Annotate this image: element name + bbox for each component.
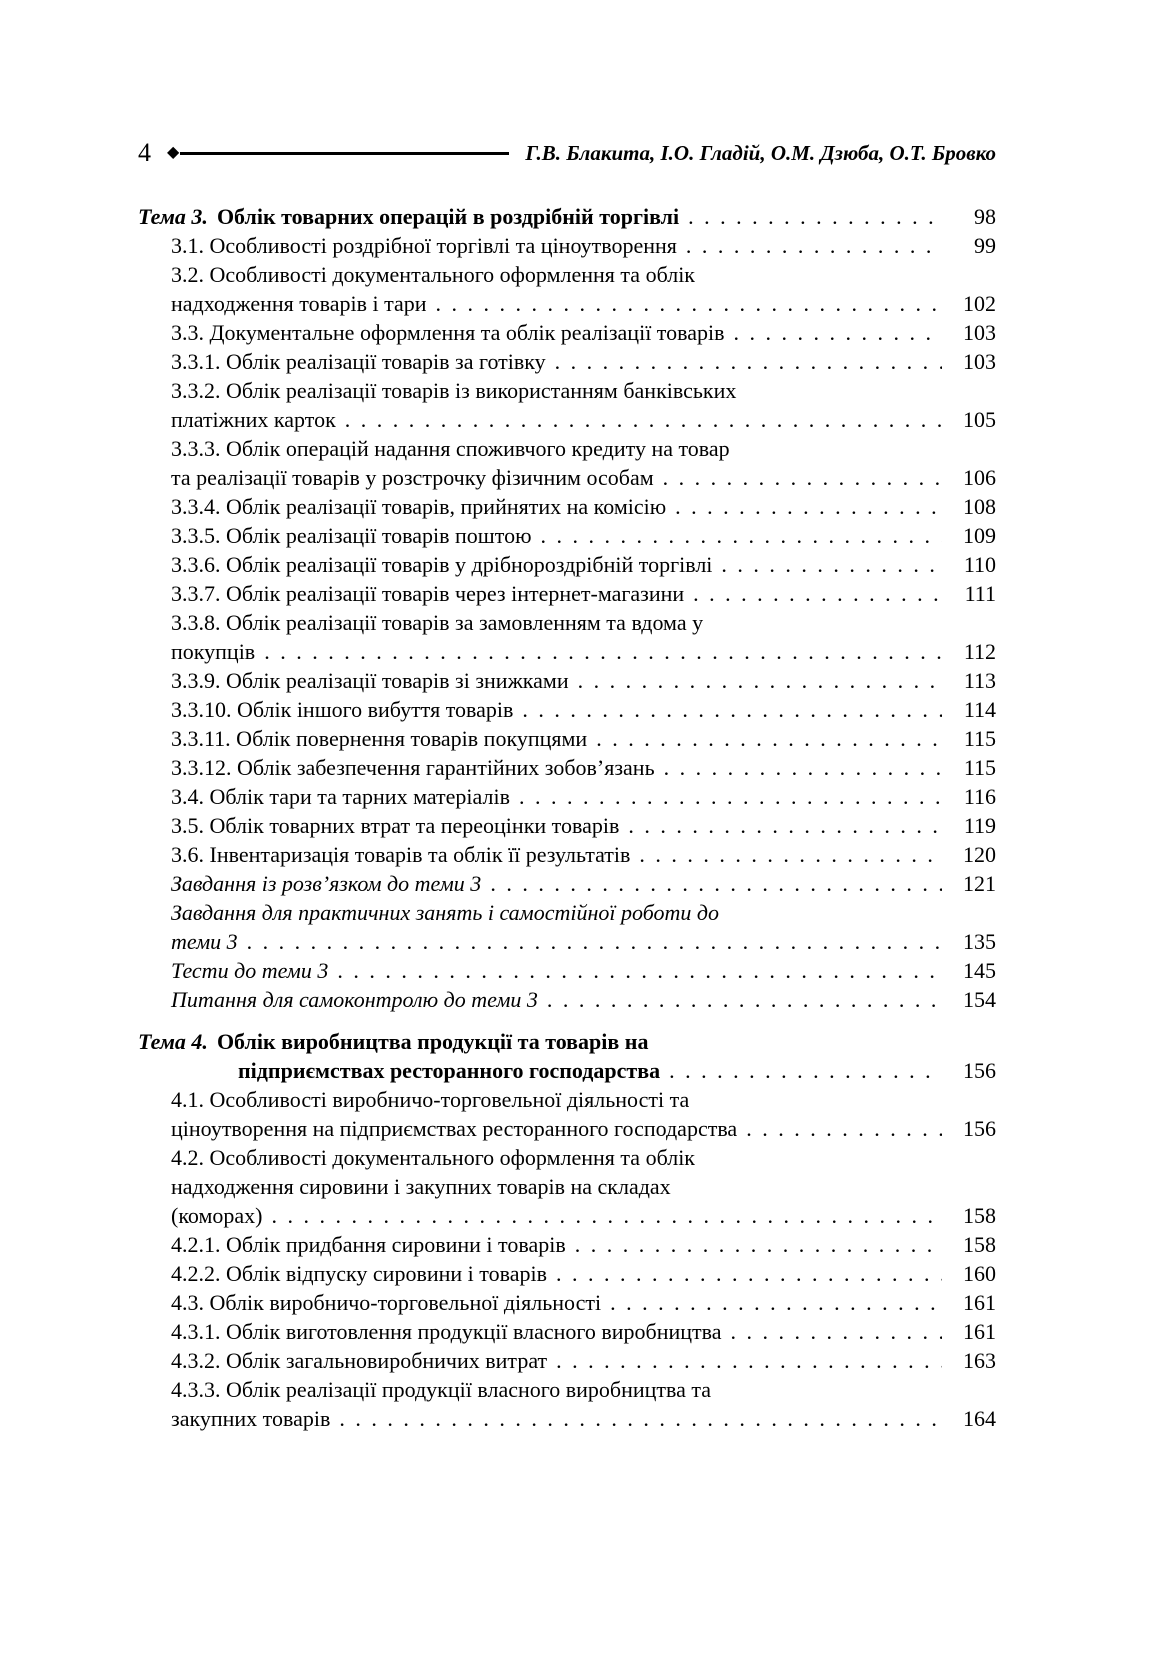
toc-row	[171, 1288, 996, 1317]
toc-entry-text: 3.3.7. Облік реалізації товарів через інтернет-магазини	[171, 581, 685, 606]
toc-entry-text: 3.3.8. Облік реалізації товарів за замовленням та вдома у	[171, 610, 704, 635]
toc-page-number: 115	[963, 755, 996, 780]
dot-leader	[547, 985, 942, 1014]
page-number: 4	[138, 138, 151, 167]
toc-entry-text: 3.6. Інвентаризація товарів та облік її результатів	[171, 842, 631, 867]
toc-page-number: 103	[963, 320, 996, 345]
toc-entry	[138, 840, 996, 869]
dot-leader	[693, 579, 942, 608]
toc-entry	[138, 347, 996, 376]
dot-leader	[519, 782, 942, 811]
toc-page-number: 102	[963, 291, 996, 316]
dot-leader	[247, 927, 942, 956]
toc-row	[171, 1201, 996, 1230]
toc-row	[171, 782, 996, 811]
toc-row	[171, 492, 996, 521]
dot-leader	[541, 521, 942, 550]
toc-entry	[138, 956, 996, 985]
toc-page-number: 116	[963, 784, 996, 809]
dot-leader	[556, 1346, 942, 1375]
toc-row	[171, 434, 996, 463]
toc-row	[171, 869, 996, 898]
toc-page-number: 109	[963, 523, 996, 548]
toc-row	[171, 260, 996, 289]
toc-entry	[138, 1143, 996, 1230]
toc-entry-text: надходження сировини і закупних товарів на складах	[171, 1174, 671, 1199]
toc-row	[138, 1027, 996, 1056]
toc-entry-text: 4.3.3. Облік реалізації продукції власного виробництва та	[171, 1377, 712, 1402]
toc-entry	[138, 231, 996, 260]
header-rule	[180, 152, 509, 155]
dot-leader	[596, 724, 942, 753]
toc-entry	[138, 434, 996, 492]
toc-row	[171, 608, 996, 637]
dot-leader	[575, 1230, 942, 1259]
toc-entry-text: 4.3.2. Облік загальновиробничих витрат	[171, 1348, 548, 1373]
toc-entry-text: покупців	[171, 639, 256, 664]
toc-row	[171, 637, 996, 666]
dot-leader	[734, 318, 943, 347]
toc-entry-text: Облік товарних операцій в роздрібній торгівлі	[216, 204, 680, 229]
toc-entry-text: Облік виробництва продукції та товарів на	[216, 1029, 649, 1054]
toc-entry	[138, 1346, 996, 1375]
toc-entry-text: 3.3. Документальне оформлення та облік реалізації товарів	[171, 320, 725, 345]
toc-entry	[138, 985, 996, 1014]
toc-row	[138, 202, 996, 231]
toc-entry-text: Тести до теми 3	[171, 958, 329, 983]
page-header	[138, 140, 996, 166]
toc-row	[171, 1172, 996, 1201]
toc-row	[171, 927, 996, 956]
dot-leader	[746, 1114, 942, 1143]
toc-entry-text: 3.4. Облік тари та тарних матеріалів	[171, 784, 510, 809]
toc-entry	[138, 492, 996, 521]
toc-entry-text: 4.2.2. Облік відпуску сировини і товарів	[171, 1261, 547, 1286]
toc-page-number: 98	[974, 204, 996, 229]
toc-entry-text: ціноутворення на підприємствах ресторанного господарства	[171, 1116, 738, 1141]
toc-page-number: 161	[963, 1319, 996, 1344]
toc-entry-text: 3.3.2. Облік реалізації товарів із використанням банківських	[171, 378, 737, 403]
toc-row	[171, 1259, 996, 1288]
toc-page-number: 106	[963, 465, 996, 490]
toc-row	[171, 1230, 996, 1259]
toc-row	[171, 695, 996, 724]
toc-row	[171, 289, 996, 318]
dot-leader	[490, 869, 942, 898]
toc-page-number: 113	[963, 668, 996, 693]
toc-row	[171, 1375, 996, 1404]
toc-entry-text: закупних товарів	[171, 1406, 331, 1431]
toc-row	[171, 1114, 996, 1143]
toc-row	[171, 840, 996, 869]
dot-leader	[675, 492, 942, 521]
toc-theme-entry	[138, 1027, 996, 1085]
toc-entry	[138, 724, 996, 753]
dot-leader	[686, 231, 942, 260]
toc-row	[171, 376, 996, 405]
dot-leader	[628, 811, 942, 840]
toc-entry	[138, 608, 996, 666]
toc-entry-text: 3.3.1. Облік реалізації товарів за готівку	[171, 349, 546, 374]
toc-row	[171, 956, 996, 985]
toc-entry-text: та реалізації товарів у розстрочку фізичним особам	[171, 465, 654, 490]
toc-page-number: 119	[963, 813, 996, 838]
toc-page-number: 114	[963, 697, 996, 722]
toc-entry	[138, 695, 996, 724]
diamond-icon: ◆	[167, 144, 180, 161]
toc-entry-text: 3.3.10. Облік іншого вибуття товарів	[171, 697, 514, 722]
dot-leader	[522, 695, 942, 724]
toc	[138, 202, 996, 1433]
dot-leader	[345, 405, 942, 434]
toc-entry	[138, 376, 996, 434]
toc-entry-text: платіжних карток	[171, 407, 336, 432]
dot-leader	[436, 289, 942, 318]
toc-entry-text: 4.2. Особливості документального оформлення та облік	[171, 1145, 695, 1170]
toc-entry-text: Завдання для практичних занять і самостійної роботи до	[171, 900, 719, 925]
dot-leader	[578, 666, 942, 695]
toc-entry	[138, 260, 996, 318]
toc-row	[171, 753, 996, 782]
toc-page-number: 164	[963, 1406, 996, 1431]
toc-page-number: 108	[963, 494, 996, 519]
dot-leader	[639, 840, 942, 869]
toc-entry	[138, 1085, 996, 1143]
toc-entry	[138, 1230, 996, 1259]
toc-entry-text: 4.1. Особливості виробничо-торговельної діяльності та	[171, 1087, 690, 1112]
toc-row	[171, 463, 996, 492]
toc-theme-label: Тема 3.	[138, 204, 208, 229]
dot-leader	[610, 1288, 942, 1317]
toc-page-number: 156	[963, 1058, 996, 1083]
toc-entry	[138, 550, 996, 579]
toc-row	[171, 1404, 996, 1433]
dot-leader	[555, 347, 942, 376]
toc-entry-text: надходження товарів і тари	[171, 291, 427, 316]
dot-leader	[663, 463, 942, 492]
dot-leader	[272, 1201, 943, 1230]
toc-row	[171, 1085, 996, 1114]
toc-entry-text: 3.3.6. Облік реалізації товарів у дрібнороздрібній торгівлі	[171, 552, 713, 577]
toc-row	[171, 347, 996, 376]
toc-entry-text: Завдання із розв’язком до теми 3	[171, 871, 482, 896]
toc-row	[171, 231, 996, 260]
dot-leader	[556, 1259, 942, 1288]
toc-entry-text: теми 3	[171, 929, 238, 954]
toc-page-number: 120	[963, 842, 996, 867]
toc-page-number: 103	[963, 349, 996, 374]
toc-entry-text: Питання для самоконтролю до теми 3	[171, 987, 538, 1012]
toc-theme-label: Тема 4.	[138, 1029, 208, 1054]
toc-page-number: 145	[963, 958, 996, 983]
toc-page-number: 135	[963, 929, 996, 954]
toc-page-number: 111	[964, 581, 996, 606]
toc-row	[171, 579, 996, 608]
toc-page-number: 158	[963, 1232, 996, 1257]
toc-entry	[138, 782, 996, 811]
toc-page-number: 154	[963, 987, 996, 1012]
toc-entry-text: 3.3.11. Облік повернення товарів покупцями	[171, 726, 588, 751]
toc-page-number: 156	[963, 1116, 996, 1141]
toc-page-number: 105	[963, 407, 996, 432]
dot-leader	[264, 637, 942, 666]
toc-page-number: 158	[963, 1203, 996, 1228]
toc-entry	[138, 521, 996, 550]
toc-row	[171, 318, 996, 347]
toc-entry	[138, 579, 996, 608]
toc-entry	[138, 811, 996, 840]
toc-row	[171, 898, 996, 927]
toc-entry-text: 3.1. Особливості роздрібної торгівлі та ціноутворення	[171, 233, 677, 258]
toc-entry	[138, 753, 996, 782]
toc-entry-text: 3.3.9. Облік реалізації товарів зі знижками	[171, 668, 569, 693]
toc-entry-text: 4.3.1. Облік виготовлення продукції власного виробництва	[171, 1319, 722, 1344]
authors: Г.В. Блакита, І.О. Гладій, О.М. Дзюба, О.Т. Бровко	[525, 140, 996, 165]
toc-row	[171, 811, 996, 840]
toc-entry	[138, 1317, 996, 1346]
dot-leader	[721, 550, 942, 579]
toc-entry	[138, 1288, 996, 1317]
toc-page-number: 112	[963, 639, 996, 664]
toc-row	[171, 1317, 996, 1346]
dot-leader	[669, 1056, 942, 1085]
toc-entry	[138, 869, 996, 898]
toc-entry-text: 3.3.5. Облік реалізації товарів поштою	[171, 523, 532, 548]
toc-entry	[138, 1259, 996, 1288]
toc-page-number: 161	[963, 1290, 996, 1315]
dot-leader	[337, 956, 942, 985]
toc-page-number: 121	[963, 871, 996, 896]
toc-theme-entry	[138, 202, 996, 231]
toc-entry	[138, 1375, 996, 1433]
toc-row	[171, 521, 996, 550]
toc-entry	[138, 666, 996, 695]
toc-entry-text: 3.3.12. Облік забезпечення гарантійних зобов’язань	[171, 755, 655, 780]
dot-leader	[731, 1317, 942, 1346]
toc-entry-text: підприємствах ресторанного господарства	[238, 1058, 661, 1083]
toc-row	[171, 550, 996, 579]
toc-row	[171, 724, 996, 753]
toc-page-number: 99	[974, 233, 996, 258]
toc-row	[138, 1056, 996, 1085]
toc-entry-text: 3.3.3. Облік операцій надання споживчого кредиту на товар	[171, 436, 730, 461]
dot-leader	[339, 1404, 942, 1433]
toc-page-number: 110	[963, 552, 996, 577]
toc-row	[171, 405, 996, 434]
toc-row	[171, 1346, 996, 1375]
toc-entry-text: (коморах)	[171, 1203, 263, 1228]
dot-leader	[664, 753, 942, 782]
dot-leader	[688, 202, 942, 231]
toc-entry-text: 3.2. Особливості документального оформлення та облік	[171, 262, 695, 287]
toc-entry-text: 4.2.1. Облік придбання сировини і товарів	[171, 1232, 566, 1257]
toc-row	[171, 985, 996, 1014]
toc-entry	[138, 898, 996, 956]
toc-entry-text: 4.3. Облік виробничо-торговельної діяльності	[171, 1290, 602, 1315]
toc-page-number: 115	[963, 726, 996, 751]
toc-entry-text: 3.3.4. Облік реалізації товарів, прийнятих на комісію	[171, 494, 667, 519]
toc-row	[171, 1143, 996, 1172]
toc-page-number: 160	[963, 1261, 996, 1286]
toc-entry	[138, 318, 996, 347]
toc-row	[171, 666, 996, 695]
toc-page-number: 163	[963, 1348, 996, 1373]
toc-entry-text: 3.5. Облік товарних втрат та переоцінки товарів	[171, 813, 620, 838]
